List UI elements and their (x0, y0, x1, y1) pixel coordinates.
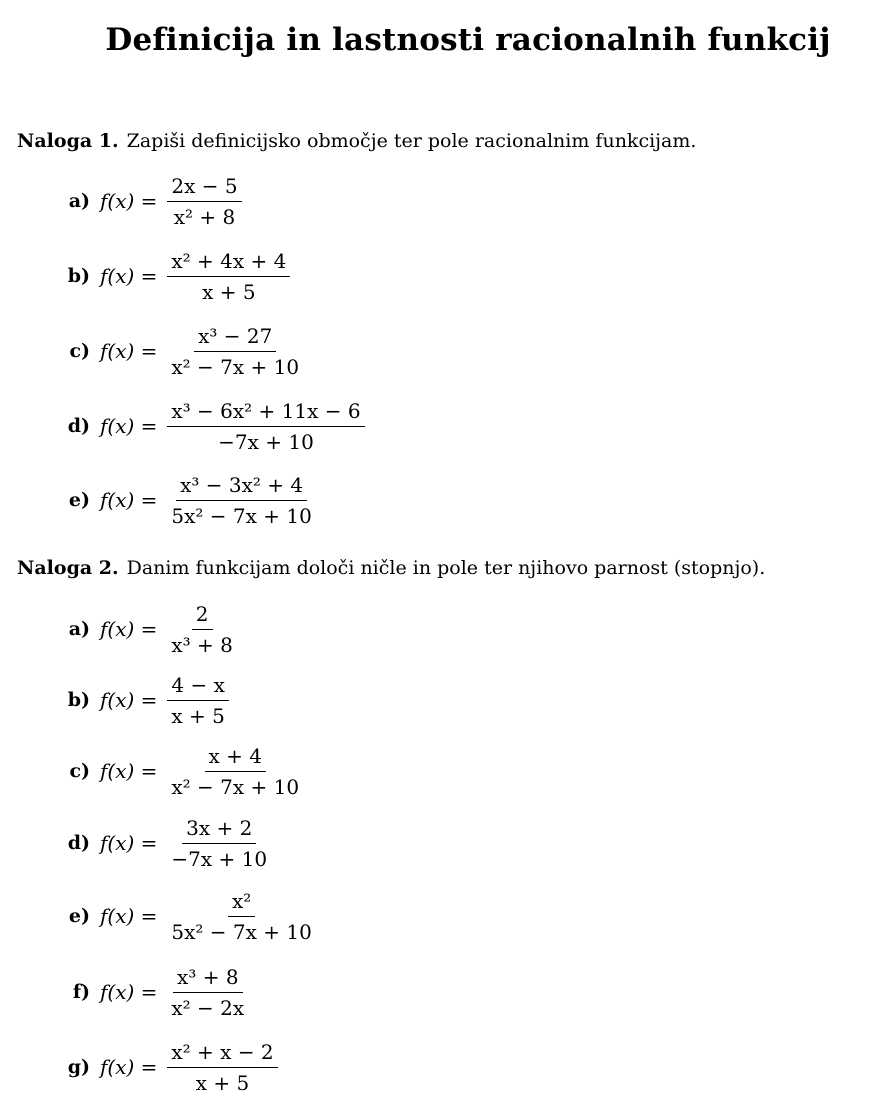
fraction (167, 173, 241, 230)
task-1-item-a (64, 171, 242, 231)
fraction (167, 601, 237, 658)
task-2-text: Danim funkcijam določi ničle in pole ter njihovo parnost (stopnjo). (126, 557, 766, 579)
task-1-item-c (64, 321, 303, 381)
numerator: x³ − 27 (194, 323, 276, 352)
denominator: x² − 2x (171, 995, 245, 1020)
numerator: x³ − 6x² + 11x − 6 (167, 398, 364, 427)
task-2-item-g (64, 1037, 278, 1097)
denominator: 5x² − 7x + 10 (171, 503, 312, 528)
numerator: x³ + 8 (173, 964, 243, 993)
function-lhs: f(x) = (100, 414, 158, 438)
numerator: x + 4 (205, 743, 266, 772)
item-letter: d) (67, 832, 90, 854)
numerator: 2x − 5 (167, 173, 241, 202)
function-lhs: f(x) = (100, 1055, 158, 1079)
fraction (167, 672, 228, 729)
item-letter: f) (72, 981, 90, 1003)
function-lhs: f(x) = (100, 980, 158, 1004)
function-lhs: f(x) = (100, 488, 158, 512)
denominator: −7x + 10 (218, 429, 314, 454)
item-letter: d) (67, 415, 90, 437)
item-letter: c) (69, 340, 90, 362)
task-1-item-d (64, 396, 365, 456)
denominator: x² − 7x + 10 (171, 774, 300, 799)
task-2-item-b (64, 670, 229, 730)
item-letter: b) (67, 689, 90, 711)
fraction (167, 398, 364, 455)
function-lhs: f(x) = (100, 688, 158, 712)
function-lhs: f(x) = (100, 831, 158, 855)
denominator: x + 5 (171, 703, 225, 728)
item-letter: c) (69, 760, 90, 782)
task-2-item-d (64, 813, 271, 873)
task-1-label: Naloga 1. (17, 130, 119, 152)
item-letter: e) (68, 489, 90, 511)
function-lhs: f(x) = (100, 759, 158, 783)
numerator: x² + 4x + 4 (167, 248, 290, 277)
fraction (167, 248, 290, 305)
task-2-label: Naloga 2. (17, 557, 119, 579)
function-lhs: f(x) = (100, 904, 158, 928)
numerator: 3x + 2 (182, 815, 256, 844)
numerator: x³ − 3x² + 4 (176, 472, 307, 501)
fraction (167, 888, 315, 945)
task-2-item-a (64, 599, 237, 659)
denominator: x³ + 8 (171, 632, 233, 657)
function-lhs: f(x) = (100, 264, 158, 288)
task-1-item-e (64, 470, 316, 530)
fraction (167, 472, 315, 529)
item-letter: g) (67, 1056, 90, 1078)
fraction (167, 1039, 277, 1096)
page-title: Definicija in lastnosti racionalnih funkcij (105, 22, 831, 58)
task-1-heading (17, 130, 696, 152)
task-2-item-e (64, 886, 316, 946)
task-2-item-f (64, 962, 248, 1022)
task-2-item-c (64, 741, 303, 801)
denominator: x² − 7x + 10 (171, 354, 300, 379)
numerator: x² + x − 2 (167, 1039, 277, 1068)
fraction (167, 743, 303, 800)
denominator: 5x² − 7x + 10 (171, 919, 312, 944)
item-letter: a) (68, 618, 90, 640)
function-lhs: f(x) = (100, 339, 158, 363)
task-1-text: Zapiši definicijsko območje ter pole racionalnim funkcijam. (126, 130, 697, 152)
denominator: x + 5 (202, 279, 256, 304)
task-2-heading (17, 557, 765, 579)
numerator: 4 − x (167, 672, 228, 701)
fraction (167, 964, 248, 1021)
fraction (167, 815, 271, 872)
task-1-item-b (64, 246, 290, 306)
item-letter: e) (68, 905, 90, 927)
function-lhs: f(x) = (100, 617, 158, 641)
function-lhs: f(x) = (100, 189, 158, 213)
denominator: −7x + 10 (171, 846, 268, 871)
item-letter: a) (68, 190, 90, 212)
numerator: 2 (192, 601, 213, 630)
denominator: x + 5 (195, 1070, 250, 1095)
numerator: x² (228, 888, 255, 917)
item-letter: b) (67, 265, 90, 287)
fraction (167, 323, 303, 380)
denominator: x² + 8 (173, 204, 236, 229)
